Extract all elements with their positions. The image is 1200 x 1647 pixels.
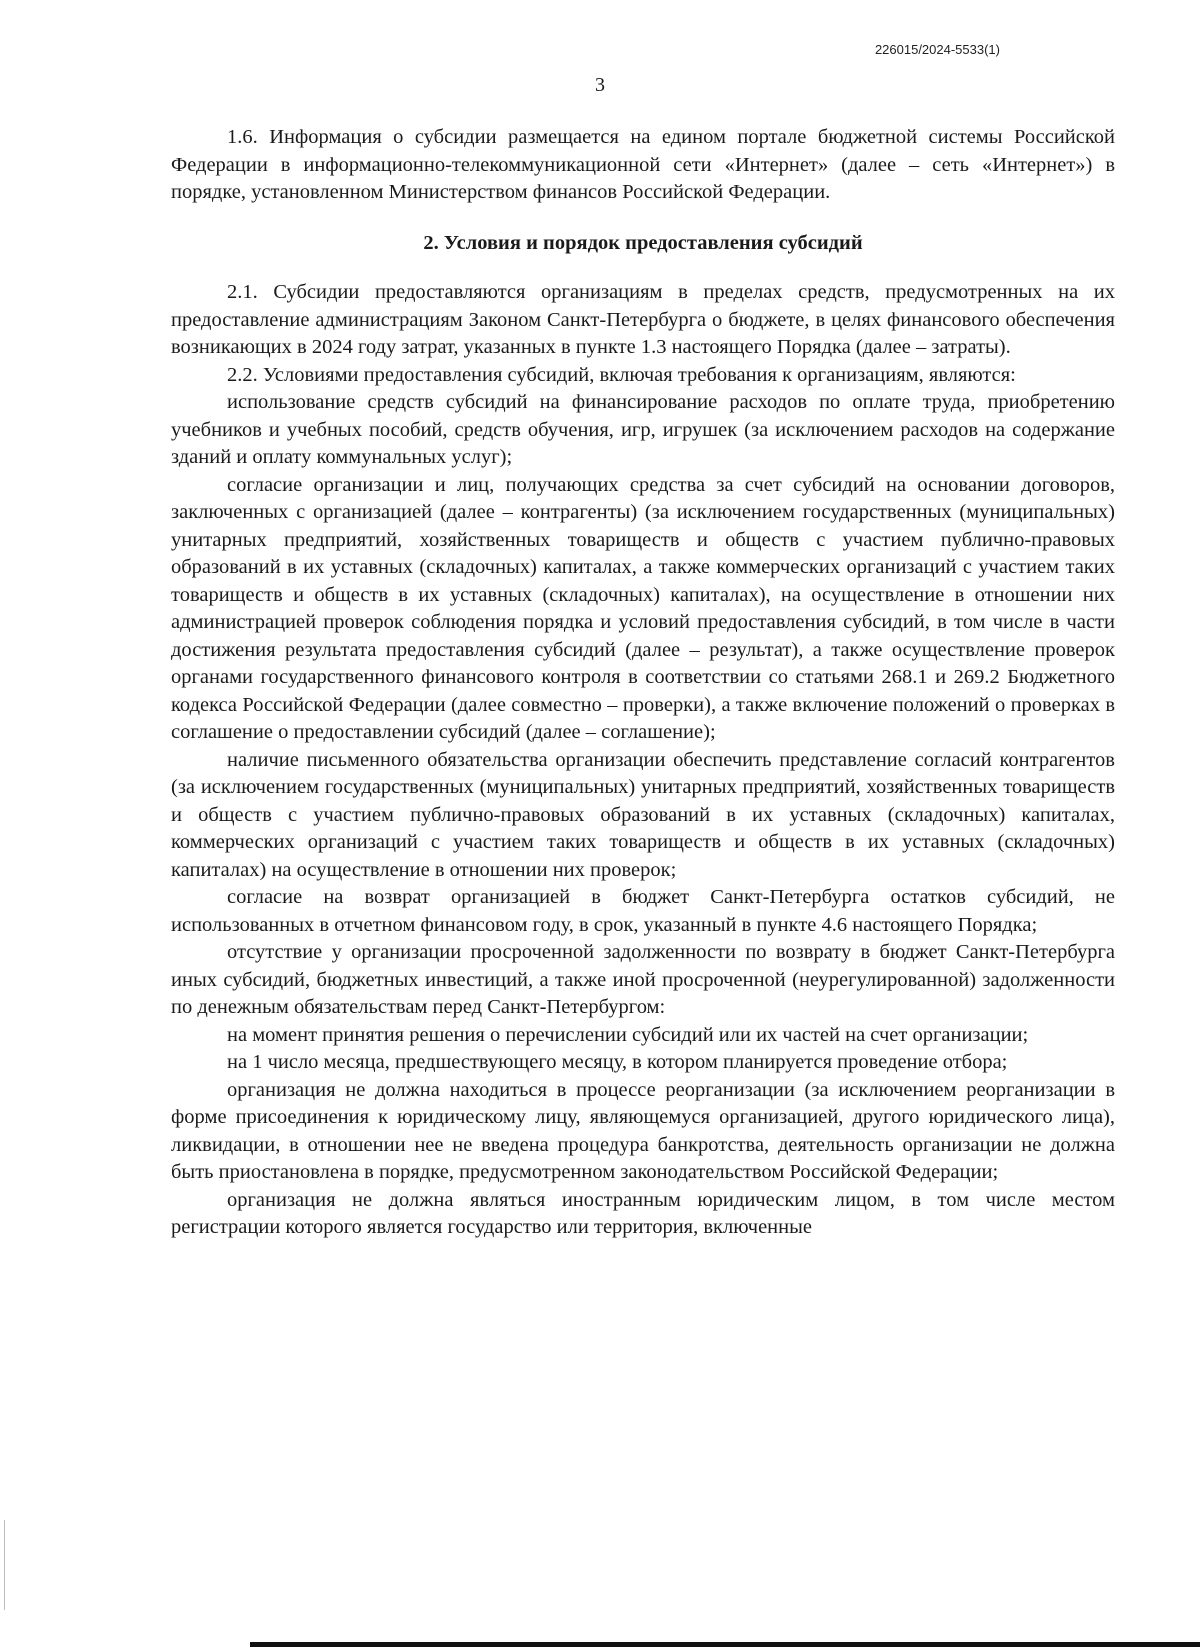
- paragraph-no-debt: отсутствие у организации просроченной задолженности по возврату в бюджет Санкт-Петербурга иных субсидий, бюджетных инвестиций, а также иной просроченной (неурегулированной) задолженности по денежным обязательствам перед Санкт-Петербургом:: [171, 941, 1115, 1018]
- paragraph-funds-usage: использование средств субсидий на финансирование расходов по оплате труда, приобретению учебников и учебных пособий, средств обучения, игр, игрушек (за исключением расходов на содержание зданий и оплату коммунальных услуг);: [171, 391, 1115, 468]
- paragraph-1-6: 1.6. Информация о субсидии размещается на едином портале бюджетной системы Российской Федерации в информационно-телекоммуникационной сети «Интернет» (далее – сеть «Интернет») в порядке, установленном Министерством финансов Российской Федерации.: [171, 126, 1115, 203]
- paragraph-2-1: 2.1. Субсидии предоставляются организациям в пределах средств, предусмотренных на их предоставление администрациям Законом Санкт-Петербурга о бюджете, в целях финансового обеспечения возникающих в 2024 году затрат, указанных в пункте 1.3 настоящего Порядка (далее – затраты).: [171, 281, 1115, 358]
- paragraph-written-obligation: наличие письменного обязательства организации обеспечить представление согласий контрагентов (за исключением государственных (муниципальных) унитарных предприятий, хозяйственных товариществ и обществ с участием публично-правовых образований в их уставных (складочных) капиталах, коммерческих организаций с участием таких товариществ и обществ в их уставных (складочных) капиталах) на осуществление в отношении них проверок;: [171, 748, 1115, 881]
- paragraph-2-2: 2.2. Условиями предоставления субсидий, включая требования к организациям, являются:: [227, 363, 1016, 386]
- scan-bottom-edge: [250, 1642, 1200, 1647]
- document-id: 226015/2024-5533(1): [874, 42, 1000, 57]
- paragraph-reorganization: организация не должна находиться в процессе реорганизации (за исключением реорганизации в форме присоединения к юридическому лицу, являющемуся организацией, другого юридического лица), ликвидации, в отношении нее не введена процедура банкротства, деятельность организации не должна быть приостановлена в порядке, предусмотренном законодательством Российской Федерации;: [171, 1078, 1115, 1183]
- paragraph-first-day: на 1 число месяца, предшествующего месяцу, в котором планируется проведение отбора;: [227, 1051, 1008, 1073]
- paragraph-foreign-entity: организация не должна являться иностранным юридическим лицом, в том числе местом регистрации которого является государство или территория, включенные: [171, 1188, 1115, 1238]
- paragraph-consent-checks: согласие организации и лиц, получающих средства за счет субсидий на основании договоров, заключенных с организацией (далее – контрагенты) (за исключением государственных (муниципальных) унитарных предприятий, хозяйственных товариществ и обществ с участием публично-правовых образований в их уставных (складочных) капиталах, а также коммерческих организаций с участием таких товариществ и обществ в их уставных (складочных) капиталах), на осуществление в отношении них администрацией проверок соблюдения порядка и условий предоставления субсидий, в том числе в части достижения результата предоставления субсидий (далее – результат), а также осуществление проверок органами государственного финансового контроля в соответствии со статьями 268.1 и 269.2 Бюджетного кодекса Российской Федерации (далее совместно – проверки), а также включение положений о проверках в соглашение о предоставлении субсидий (далее – соглашение);: [171, 473, 1115, 743]
- paragraph-decision-moment: на момент принятия решения о перечислении субсидий или их частей на счет организации;: [227, 1023, 1029, 1046]
- page-number: 3: [595, 74, 605, 96]
- paragraph-return-consent: согласие на возврат организацией в бюджет Санкт-Петербурга остатков субсидий, не использованных в отчетном финансовом году, в срок, указанный в пункте 4.6 настоящего Порядка;: [171, 886, 1115, 936]
- scan-edge-mark: [4, 1520, 5, 1610]
- document-body: [171, 124, 1115, 1242]
- section-title: 2. Условия и порядок предоставления субсидий: [423, 231, 863, 254]
